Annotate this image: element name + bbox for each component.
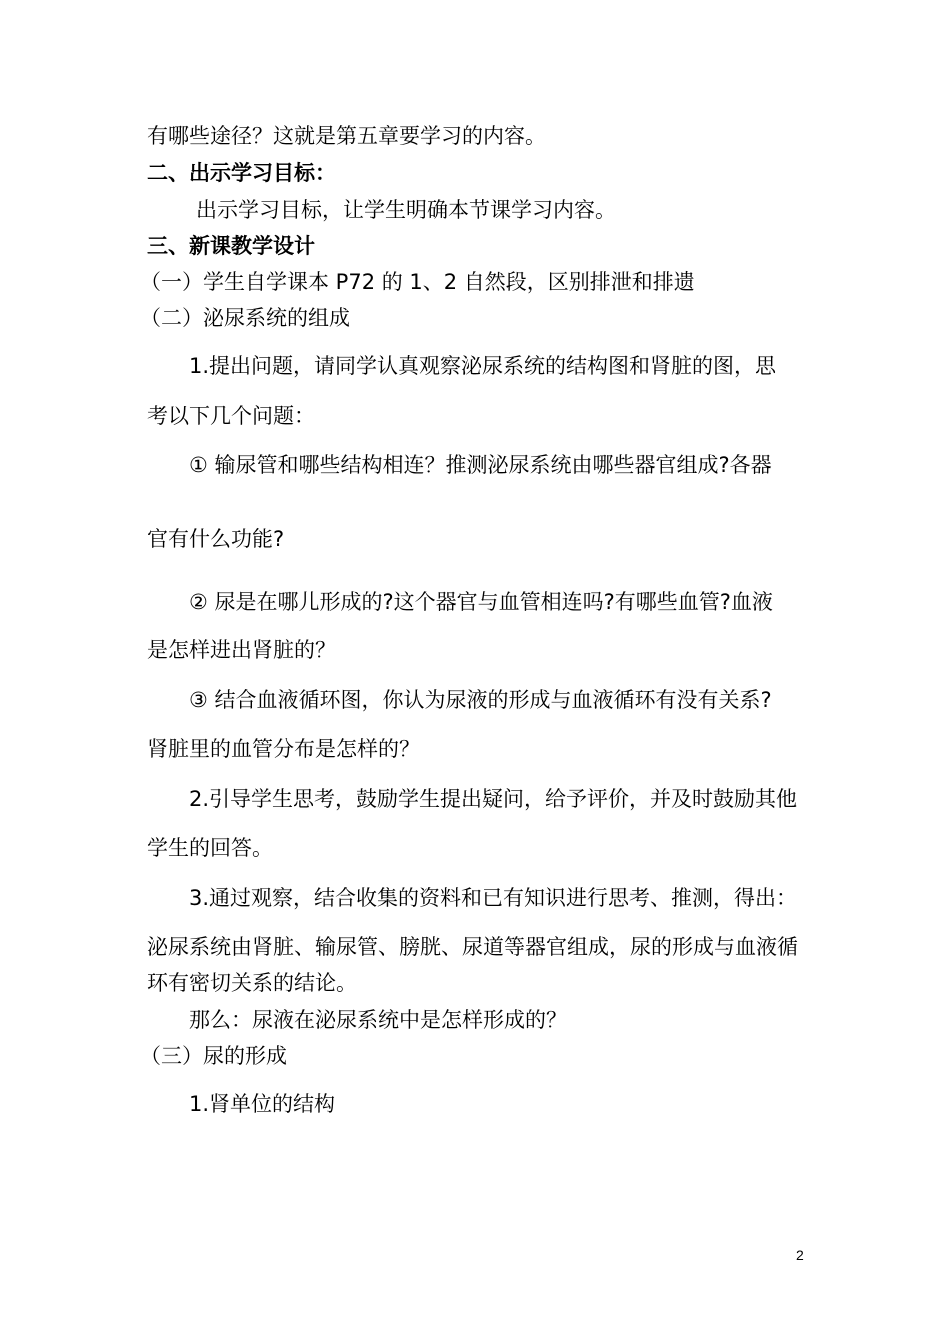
section-heading-2: 二、出示学习目标： bbox=[147, 161, 336, 185]
text-line-1: 有哪些途径？这就是第五章要学习的内容。 bbox=[147, 124, 546, 148]
text-line-18: 泌尿系统由肾脏、输尿管、膀胱、尿道等器官组成，尿的形成与血液循 bbox=[147, 935, 798, 959]
question-3: ③ 结合血液循环图，你认为尿液的形成与血液循环有没有关系? bbox=[189, 688, 772, 712]
text-line-20: 那么：尿液在泌尿系统中是怎样形成的？ bbox=[189, 1008, 567, 1032]
text-line-10: 官有什么功能? bbox=[147, 527, 285, 551]
text-line-3: 出示学习目标，让学生明确本节课学习内容。 bbox=[196, 198, 616, 222]
question-1: ① 输尿管和哪些结构相连？推测泌尿系统由哪些器官组成?各器 bbox=[189, 453, 772, 477]
text-line-7: 1.提出问题，请同学认真观察泌尿系统的结构图和肾脏的图，思 bbox=[189, 354, 777, 378]
text-line-14: 肾脏里的血管分布是怎样的？ bbox=[147, 737, 420, 761]
text-line-16: 学生的回答。 bbox=[147, 836, 273, 860]
subsection-2: （二）泌尿系统的组成 bbox=[140, 306, 350, 330]
question-2: ② 尿是在哪儿形成的?这个器官与血管相连吗?有哪些血管?血液 bbox=[189, 590, 773, 614]
section-heading-3: 三、新课教学设计 bbox=[147, 234, 315, 258]
text-line-22: 1.肾单位的结构 bbox=[189, 1092, 336, 1116]
text-line-12: 是怎样进出肾脏的？ bbox=[147, 638, 336, 662]
text-line-8: 考以下几个问题： bbox=[147, 404, 315, 428]
subsection-3: （三）尿的形成 bbox=[140, 1044, 287, 1068]
text-line-15: 2.引导学生思考，鼓励学生提出疑问，给予评价，并及时鼓励其他 bbox=[189, 787, 798, 811]
subsection-1: （一）学生自学课本 P72 的 1、2 自然段，区别排泄和排遗 bbox=[140, 270, 695, 294]
page-number: 2 bbox=[796, 1247, 804, 1263]
text-line-17: 3.通过观察，结合收集的资料和已有知识进行思考、推测，得出： bbox=[189, 886, 798, 910]
text-line-19: 环有密切关系的结论。 bbox=[147, 971, 357, 995]
